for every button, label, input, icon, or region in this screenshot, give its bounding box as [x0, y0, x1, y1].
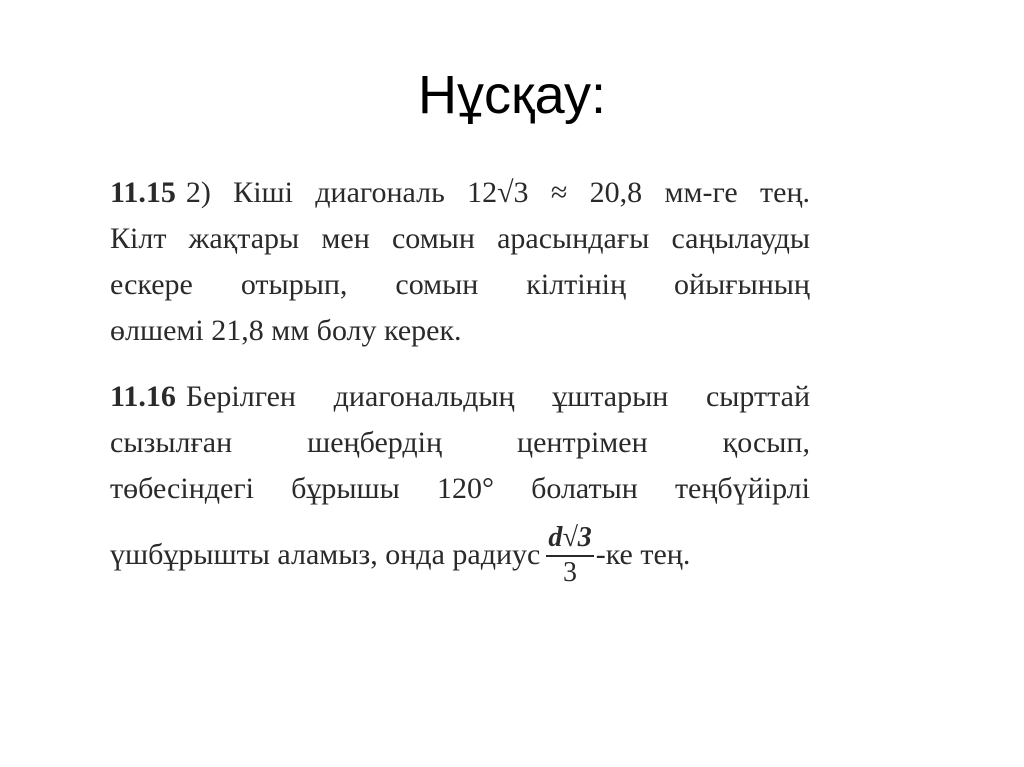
- problem-11-16-line-1-text: Берілген диагональдың ұштарын сырттай: [185, 380, 810, 413]
- slide-title: Нұсқау:: [417, 65, 607, 125]
- problem-11-15-line-3: ескере отырып, сомын кілтінің ойығының: [110, 268, 810, 301]
- problem-11-15-line-2: Кілт жақтары мен сомын арасындағы саңылауды: [110, 222, 810, 255]
- scanned-text-image: [110, 170, 810, 594]
- problem-11-16-number: 11.16: [110, 380, 176, 413]
- problem-11-16: [110, 374, 810, 594]
- radius-fraction: [546, 521, 593, 588]
- radius-fraction-numerator: d√3: [546, 524, 593, 557]
- problem-11-16-line-4-before: үшбұрышты аламыз, онда радиус: [110, 538, 541, 571]
- problem-11-16-line-2: сызылған шеңбердің центрімен қосып,: [110, 426, 810, 459]
- problem-11-16-line-1: [110, 374, 810, 420]
- problem-11-16-line-4: [110, 516, 810, 594]
- problem-11-16-line-4-after: -ке тең.: [595, 538, 691, 571]
- problem-11-15-line-4: өлшемі 21,8 мм болу керек.: [110, 314, 462, 347]
- radius-fraction-denominator: 3: [563, 556, 578, 588]
- problem-11-15-line-1: [110, 170, 810, 216]
- problem-11-16-line-3: төбесіндегі бұрышы 120° болатын теңбүйірлі: [110, 472, 810, 505]
- problem-11-15-line-1-text: 2) Кіші диагональ 12√3 ≈ 20,8 мм-ге тең.: [185, 176, 810, 209]
- problem-11-15-number: 11.15: [110, 176, 176, 209]
- problem-11-15: [110, 170, 810, 354]
